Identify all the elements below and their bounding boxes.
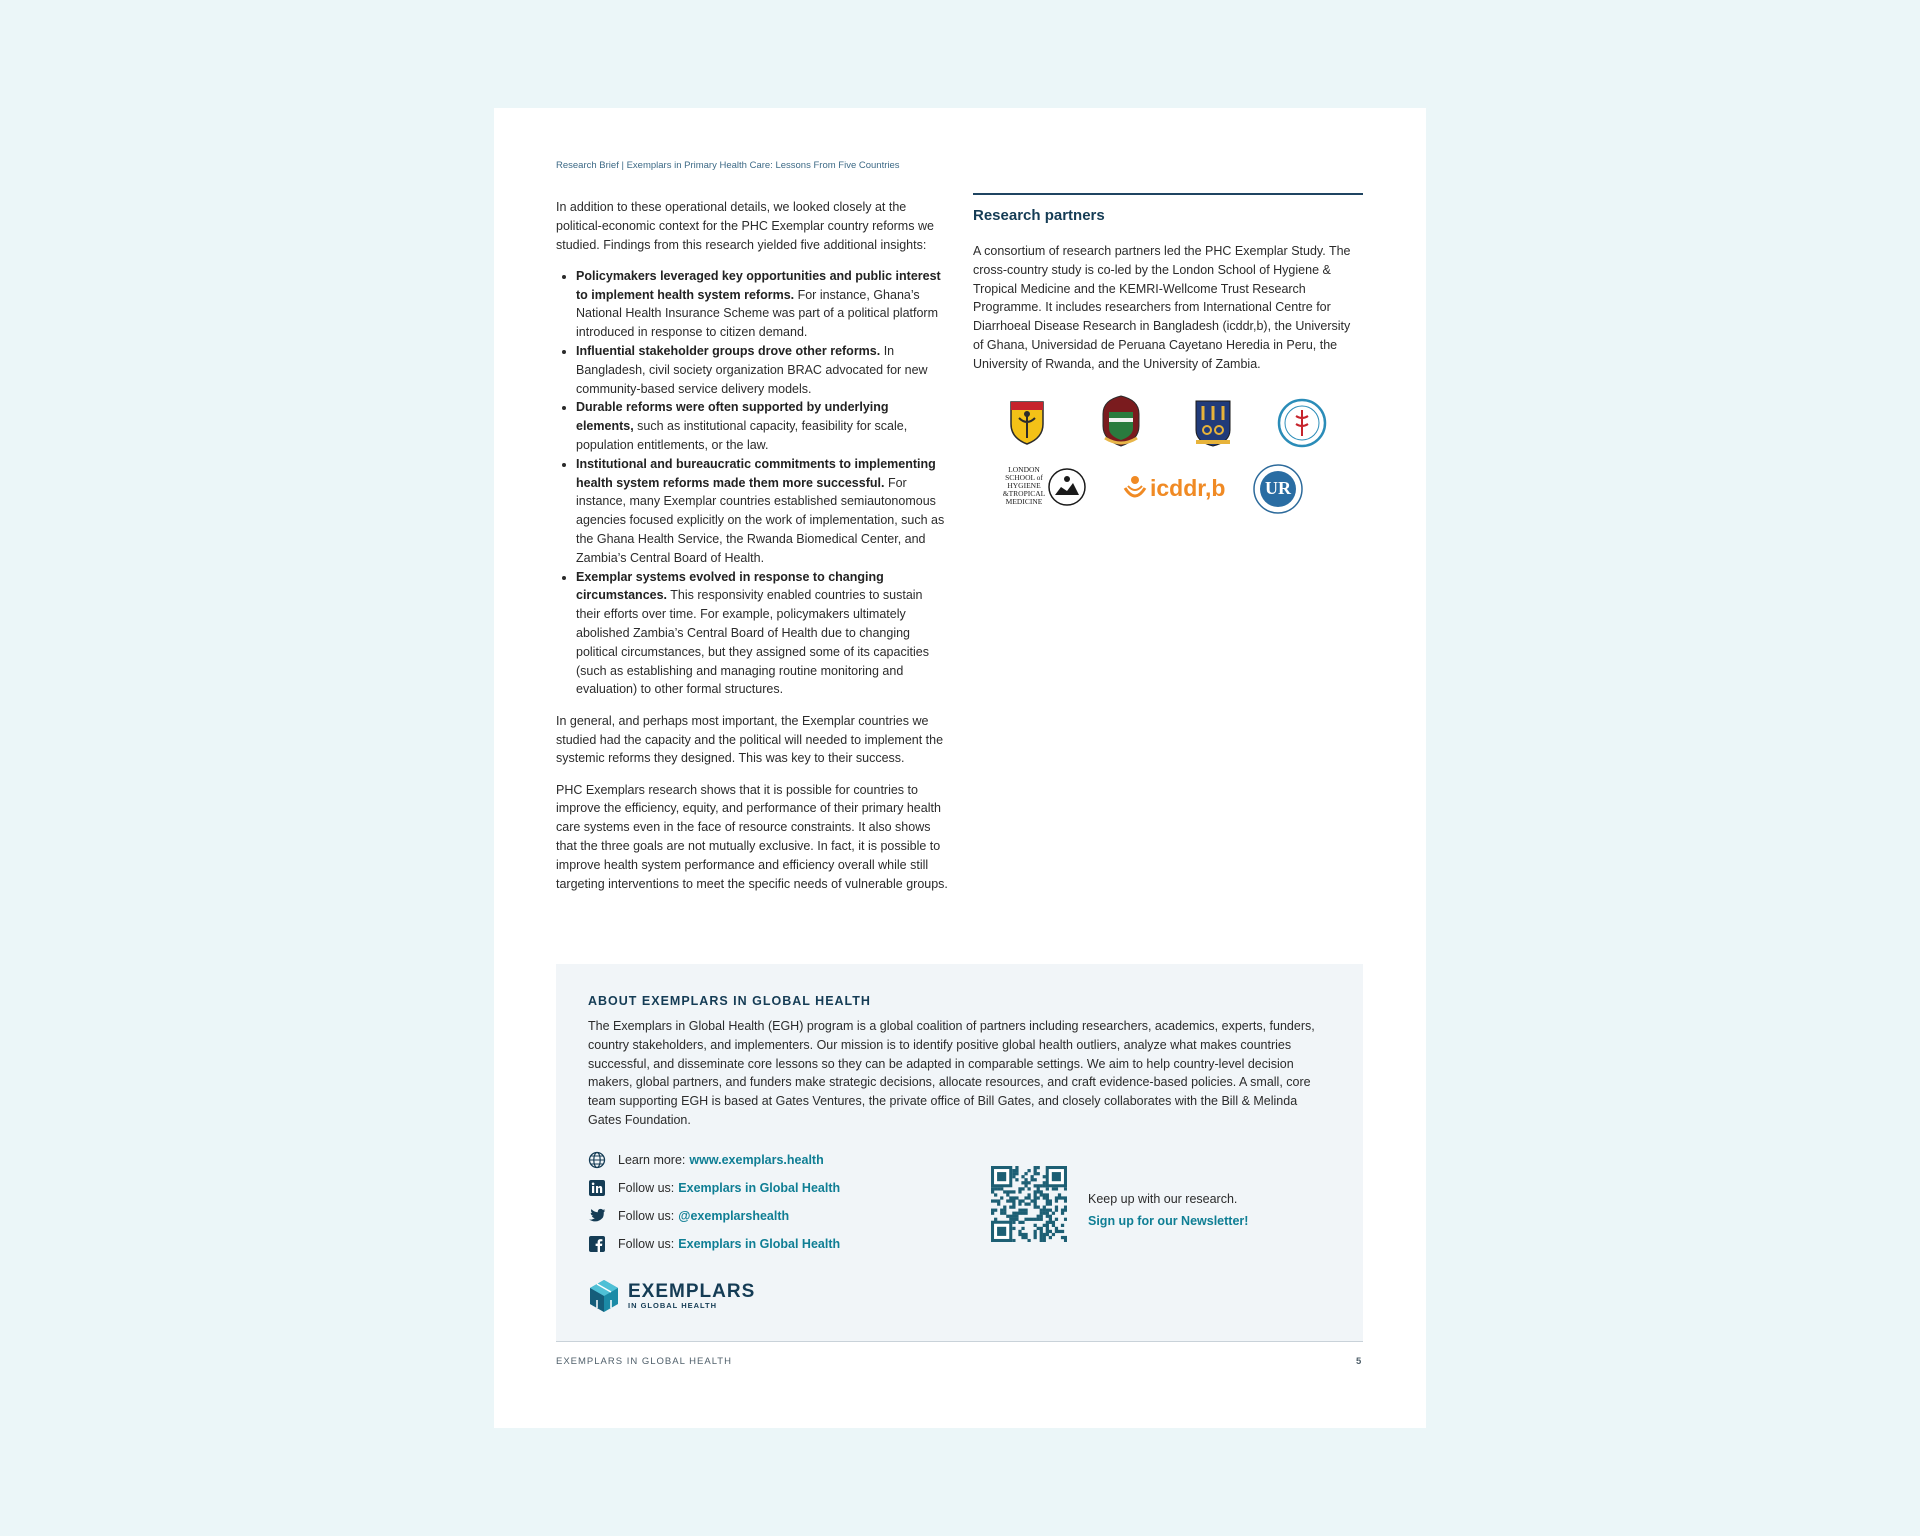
- university-of-zambia-logo: [1007, 398, 1047, 446]
- insight-lead: Durable reforms were often supported by underlying elements,: [576, 400, 889, 434]
- intro-paragraph: In addition to these operational details, we looked closely at the political-economic context for the PHC Exemplar country reforms we studied. Findings from this research yielded five additional insights:: [556, 200, 934, 252]
- insights-list: [556, 267, 948, 699]
- newsletter-text: Keep up with our research.: [1088, 1192, 1238, 1206]
- facebook-link-text[interactable]: Exemplars in Global Health: [678, 1237, 841, 1251]
- about-panel: [556, 964, 1363, 1342]
- document-page: [494, 108, 1426, 1428]
- page-number: 5: [1356, 1356, 1362, 1367]
- running-header: Research Brief | Exemplars in Primary Health Care: Lessons From Five Countries: [556, 160, 900, 171]
- left-column: [556, 198, 948, 906]
- lshtm-logo-text: HYGIENE: [1007, 480, 1041, 490]
- learn-more-link[interactable]: [588, 1150, 840, 1170]
- link-prefix: Learn more:: [618, 1153, 686, 1167]
- cayetano-heredia-logo: [1277, 398, 1327, 448]
- icddrb-logo: [1121, 474, 1225, 504]
- contact-links: [588, 1150, 840, 1262]
- link-prefix: Follow us:: [618, 1209, 675, 1223]
- insight-text: This responsivity enabled countries to sustain their efforts over time. For example, policymakers ultimately abolished Zambia’s Central Board of Health due to changing political circumstances, but they assigned some of its capacities (such as establishing and managing routine monitoring and evaluation) to other formal structures.: [576, 588, 929, 697]
- lshtm-logo-text: SCHOOL of: [1005, 472, 1043, 482]
- partner-logos: [973, 398, 1363, 518]
- insight-text: In Bangladesh, civil society organization BRAC advocated for new community-based service delivery models.: [576, 344, 928, 396]
- research-partners-section: [973, 193, 1363, 518]
- insight-text: For instance, Ghana’s National Health Insurance Scheme was part of a political platform introduced in response to citizen demand.: [576, 287, 938, 340]
- linkedin-icon: [588, 1179, 606, 1197]
- capacity-paragraph: In general, and perhaps most important, the Exemplar countries we studied had the capacity and the political will needed to implement the systemic reforms they designed. This was key to their success.: [556, 713, 944, 766]
- section-divider: [973, 193, 1363, 195]
- icddrb-figure-icon: [1121, 474, 1149, 504]
- footer-title: EXEMPLARS IN GLOBAL HEALTH: [556, 1356, 732, 1367]
- insight-lead: Influential stakeholder groups drove other reforms.: [576, 344, 881, 359]
- brand-tagline: IN GLOBAL HEALTH: [628, 1300, 718, 1310]
- university-of-ghana-logo: [1193, 398, 1233, 448]
- link-prefix: Follow us:: [618, 1237, 675, 1251]
- lshtm-logo-text: &TROPICAL: [1002, 488, 1046, 498]
- about-body: The Exemplars in Global Health (EGH) program is a global coalition of partners including researchers, academics, experts, funders, country stakeholders, and implementers. Our mission is to identify positive global health outliers, analyze what makes countries successful, and disseminate core lessons so they can be adapted in comparable settings. We aim to help country-level decision makers, global partners, and funders make strategic decisions, allocate resources, and craft evidence-based policies. A small, core team supporting EGH is based at Gates Ventures, the private office of Bill Gates, and closely collaborates with the Bill & Melinda Gates Foundation.: [588, 1019, 1315, 1127]
- insight-item: [576, 568, 948, 700]
- brand-name: EXEMPLARS: [628, 1280, 756, 1302]
- website-link[interactable]: www.exemplars.health: [689, 1153, 824, 1167]
- university-of-rwanda-logo: [1253, 464, 1303, 514]
- newsletter-callout: [1088, 1188, 1248, 1232]
- twitter-handle[interactable]: @exemplarshealth: [678, 1209, 790, 1223]
- twitter-icon: [588, 1207, 606, 1225]
- newsletter-qr-code[interactable]: [991, 1166, 1067, 1242]
- conclusion-paragraph: PHC Exemplars research shows that it is possible for countries to improve the efficiency, equity, and performance of their primary health care systems even in the face of resource constraints. It also shows that the three goals are not mutually exclusive. In fact, it is possible to improve health system performance and efficiency overall while still targeting interventions to meet the specific needs of vulnerable groups.: [556, 782, 948, 891]
- linkedin-link[interactable]: [588, 1178, 840, 1198]
- insight-text: For instance, many Exemplar countries established semiautonomous agencies focused explicitly on the work of implementation, such as the Ghana Health Service, the Rwanda Biomedical Center, and Zambia’s Central Board of Health.: [576, 475, 945, 565]
- exemplars-cube-icon: [588, 1279, 620, 1313]
- twitter-link[interactable]: [588, 1206, 840, 1226]
- exemplars-brand: [588, 1279, 755, 1313]
- insight-item: [576, 267, 948, 342]
- ur-logo-text: UR: [1265, 477, 1291, 498]
- insight-text: such as institutional capacity, feasibility for scale, population entitlements, or the law.: [576, 419, 908, 453]
- research-partners-body: A consortium of research partners led the PHC Exemplar Study. The cross-country study is co-led by the London School of Hygiene & Tropical Medicine and the KEMRI-Wellcome Trust Research Programme. It includes researchers from International Centre for Diarrhoeal Disease Research in Bangladesh (icddr,b), the University of Ghana, Universidad de Peruana Cayetano Heredia in Peru, the University of Rwanda, and the University of Zambia.: [973, 244, 1351, 371]
- link-prefix: Follow us:: [618, 1181, 675, 1195]
- lshtm-crest-icon: [1047, 467, 1087, 507]
- insight-item: [576, 342, 948, 398]
- icddrb-logo-text: icddr,b: [1150, 475, 1226, 502]
- university-of-nairobi-logo: [1099, 394, 1143, 448]
- lshtm-logo-text: MEDICINE: [1005, 496, 1043, 506]
- facebook-link[interactable]: [588, 1234, 840, 1254]
- insight-lead: Policymakers leveraged key opportunities and public interest to implement health system reforms.: [576, 268, 941, 302]
- insight-item: [576, 398, 948, 454]
- linkedin-link-text[interactable]: Exemplars in Global Health: [678, 1181, 841, 1195]
- insight-lead: Exemplar systems evolved in response to changing circumstances.: [576, 569, 884, 603]
- lshtm-logo: [1001, 466, 1091, 512]
- insight-item: [576, 455, 948, 568]
- globe-icon: [588, 1151, 606, 1169]
- newsletter-signup-link[interactable]: Sign up for our Newsletter!: [1088, 1214, 1249, 1228]
- about-heading: ABOUT EXEMPLARS IN GLOBAL HEALTH: [588, 994, 871, 1008]
- facebook-icon: [588, 1235, 606, 1253]
- lshtm-logo-text: LONDON: [1008, 464, 1040, 474]
- insight-lead: Institutional and bureaucratic commitments to implementing health system reforms made them more successful.: [576, 456, 936, 490]
- research-partners-heading: Research partners: [973, 207, 1105, 224]
